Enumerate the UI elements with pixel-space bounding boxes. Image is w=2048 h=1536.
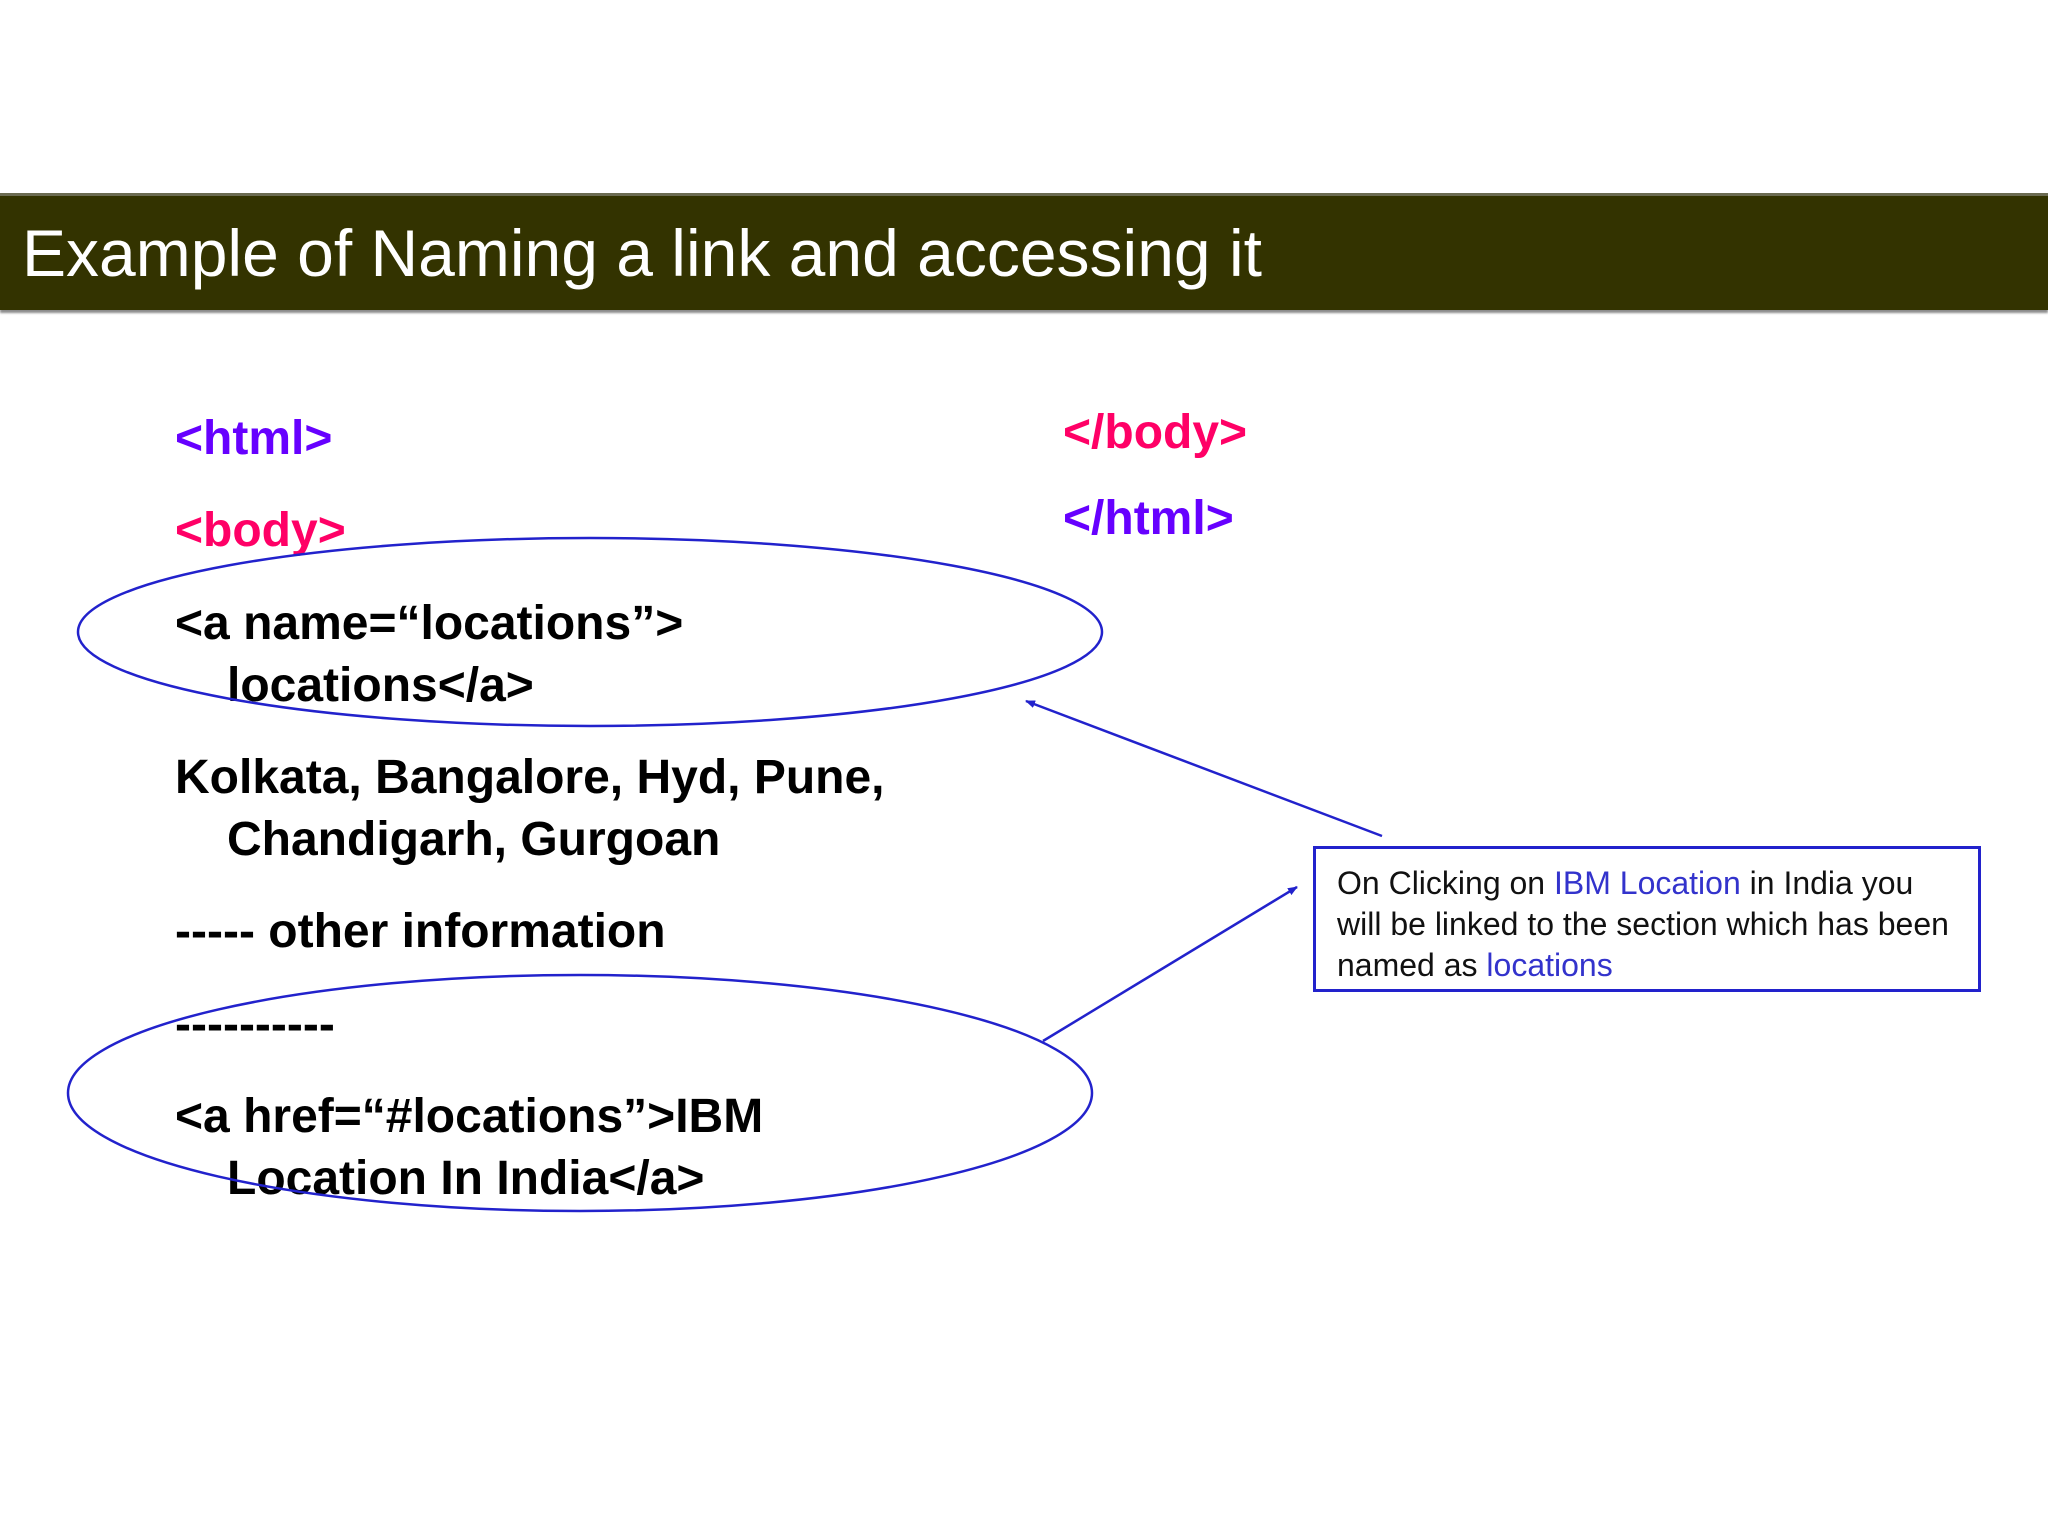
callout-text-2: in India you will be linked to the section which has been named as [1337,865,1949,983]
code-cities-line1: Kolkata, Bangalore, Hyd, Pune, [175,751,885,804]
code-anchor-name-line2: locations</a> [227,659,534,712]
code-cities [175,747,885,871]
callout-text-1: On Clicking on [1337,865,1554,901]
slide-title: Example of Naming a link and accessing it [22,216,1262,290]
callout-box [1313,846,1981,992]
arrow-from-anchor-href [1043,887,1297,1041]
code-html-close: </html> [1063,492,1234,545]
code-anchor-href-line1: <a href=“#locations”>IBM [175,1090,764,1143]
code-cities-line2: Chandigarh, Gurgoan [227,813,721,866]
arrow-to-anchor-name [1026,701,1382,836]
code-dashes: ---------- [175,998,335,1051]
code-body-open: <body> [175,504,346,557]
code-anchor-name [175,593,683,717]
callout-highlight-locations: locations [1486,947,1613,983]
code-anchor-href [175,1086,763,1210]
code-anchor-name-line1: <a name=“locations”> [175,597,684,650]
code-html-open: <html> [175,412,333,465]
callout-highlight-ibm-location: IBM Location [1553,865,1741,901]
code-anchor-href-line2: Location In India</a> [227,1152,705,1205]
title-bar [0,193,2048,310]
code-other-info: ----- other information [175,905,666,958]
code-body-close: </body> [1063,406,1248,459]
